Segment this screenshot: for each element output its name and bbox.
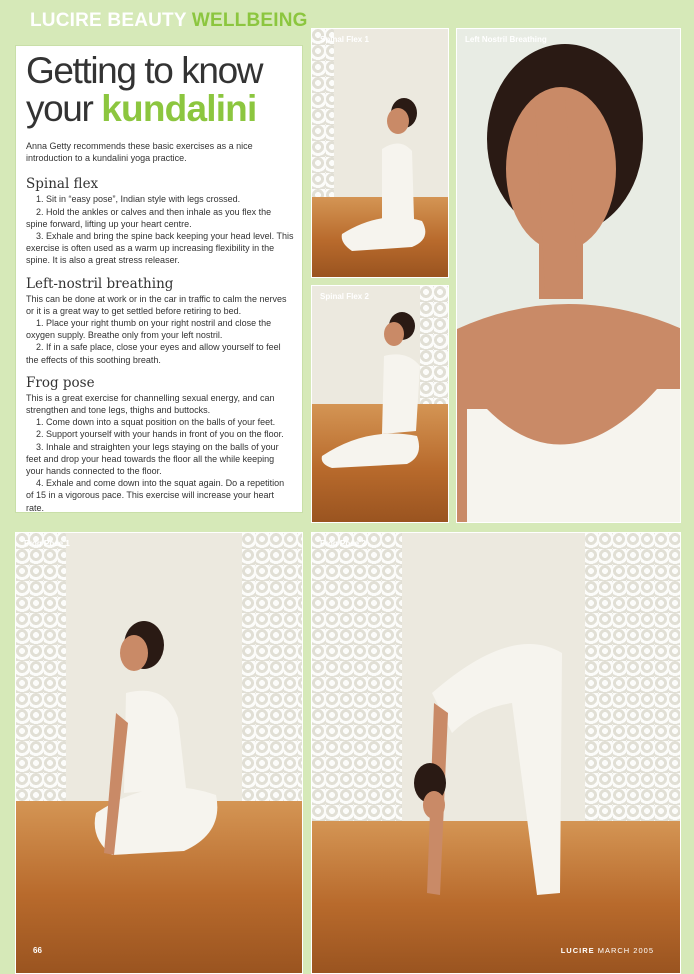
section-heading: Left-nostril breathing	[26, 275, 174, 292]
photo-caption: Frog Pose 2	[320, 539, 366, 548]
section-name: LUCIRE BEAUTY	[30, 10, 187, 31]
step-text: 4. Exhale and come down into the squat again. Do a repetition of 15 in a vigorous pace. This exercise will increase your heart rate.	[26, 478, 285, 513]
photo-spinal-flex-2	[311, 285, 449, 523]
section-left-nostril-breathing	[26, 276, 294, 366]
article-text-panel	[15, 45, 303, 513]
subsection-name: WELLBEING	[191, 10, 308, 31]
section-heading: Spinal flex	[26, 176, 99, 193]
photo-caption: Spinal Flex 1	[320, 35, 369, 44]
step-text: 1. Place your right thumb on your right nostril and close the oxygen supply. Breathe only from your left nostril.	[26, 318, 272, 341]
yoga-figure-illustration	[312, 533, 681, 974]
section-spinal-flex	[26, 176, 294, 266]
photo-spinal-flex-1	[311, 28, 449, 278]
photo-caption: Spinal Flex 2	[320, 292, 369, 301]
section-heading: Frog pose	[26, 374, 95, 391]
section-header	[30, 8, 308, 34]
step-text: 1. Sit in “easy pose”, Indian style with legs crossed.	[36, 194, 241, 205]
step-text: 2. Support yourself with your hands in front of you on the floor.	[36, 429, 284, 440]
photo-frog-pose-1	[15, 532, 303, 974]
page-footer-credit	[561, 946, 654, 955]
section-frog-pose	[26, 375, 294, 514]
step-text: 3. Exhale and bring the spine back keeping your head level. This exercise is often used as a warm up increasing flexibility in the spine. It is also a great stress releaser.	[26, 231, 294, 266]
yoga-figure-illustration	[457, 29, 681, 523]
yoga-figure-illustration	[312, 286, 449, 523]
page-number: 66	[33, 946, 42, 955]
photo-caption: Left Nostril Breathing	[465, 35, 547, 44]
section-lead: This is a great exercise for channelling sexual energy, and can strengthen and tone legs, thighs and buttocks.	[26, 392, 275, 416]
footer-issue: MARCH 2005	[597, 946, 654, 955]
step-text: 2. If in a safe place, close your eyes and allow yourself to feel the effects of this soothing breath.	[26, 342, 281, 365]
article-intro: Anna Getty recommends these basic exercises as a nice introduction to a kundalini yoga practice.	[26, 141, 253, 164]
step-text: 3. Inhale and straighten your legs staying on the balls of your feet and drop your head towards the floor all the while keeping your hands connected to the floor.	[26, 441, 279, 477]
photo-left-nostril-breathing	[456, 28, 681, 523]
step-text: 1. Come down into a squat position on the balls of your feet.	[36, 417, 276, 428]
yoga-figure-illustration	[312, 29, 449, 278]
yoga-figure-illustration	[16, 533, 303, 974]
title-line-2-plain: your	[26, 88, 102, 129]
photo-caption: Frog Pose 1	[24, 539, 70, 548]
title-line-2-accent: kundalini	[101, 88, 257, 129]
photo-frog-pose-2	[311, 532, 681, 974]
footer-brand: LUCIRE	[560, 946, 595, 955]
step-text: 2. Hold the ankles or calves and then inhale as you flex the spine forward, lifting up your heart centre.	[26, 206, 272, 229]
article-title	[26, 52, 294, 128]
section-lead: This can be done at work or in the car in traffic to calm the nerves or it is a great way to get settled before retiring to bed.	[26, 293, 287, 316]
title-line-1: Getting to know	[26, 50, 263, 91]
